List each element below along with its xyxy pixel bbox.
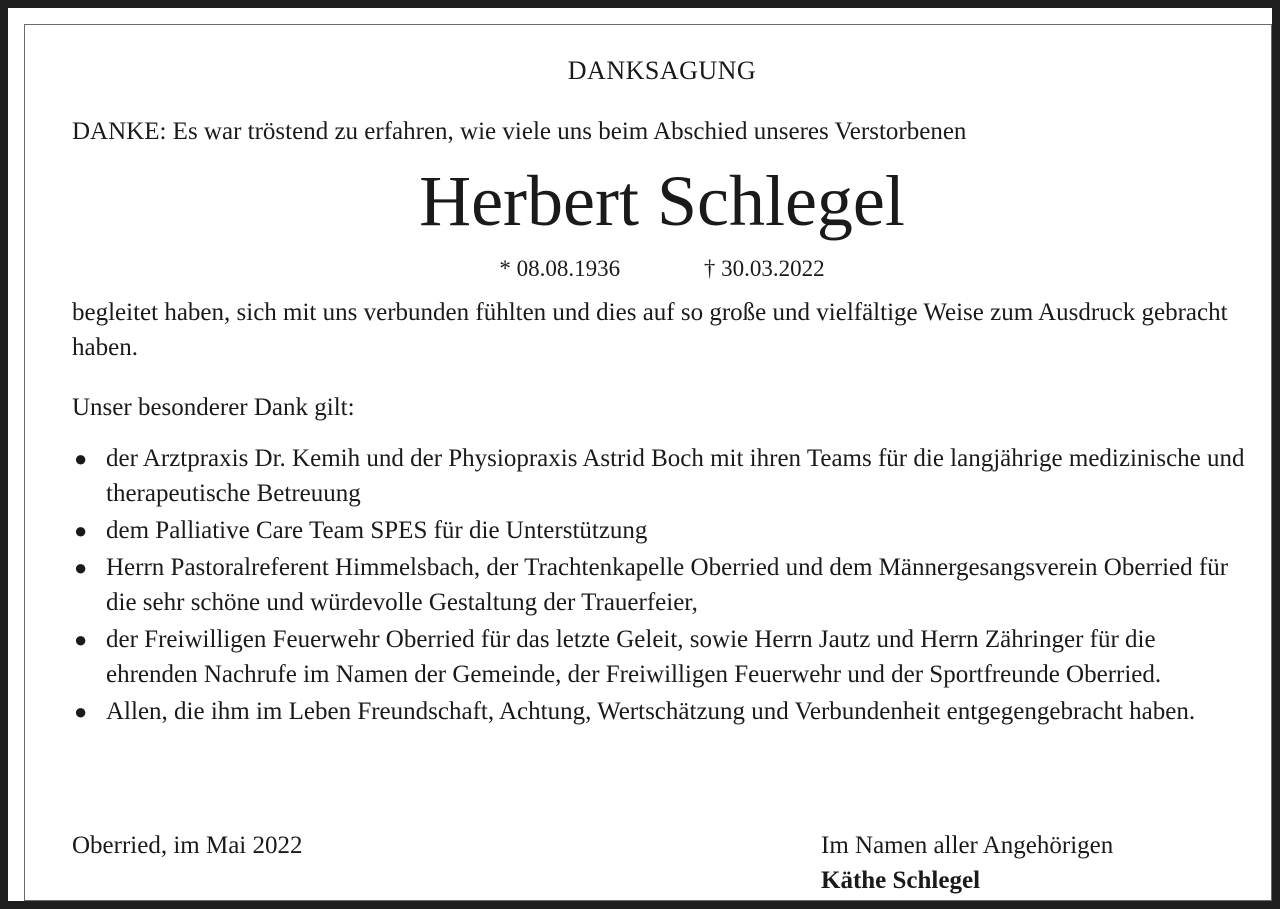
list-item: [72, 622, 1252, 692]
list-item: [72, 550, 1252, 620]
list-item: [72, 694, 1252, 729]
list-item-text: der Freiwilligen Feuerwehr Oberried für das letzte Geleit, sowie Herrn Jautz und Herrn Zähringer für die ehrenden Nachrufe im Namen der Gemeinde, der Freiwilligen Feuerwehr und der Sportfreunde Oberried.: [106, 626, 1162, 688]
list-item-text: Herrn Pastoralreferent Himmelsbach, der Trachtenkapelle Oberried und dem Männergesangsverein Oberried für die sehr schöne und würdevolle Gestaltung der Trauerfeier,: [106, 554, 1229, 616]
list-item-text: der Arztpraxis Dr. Kemih und der Physiopraxis Astrid Boch mit ihren Teams für die langjährige medizinische und therapeutische Betreuung: [106, 445, 1245, 507]
bullet-icon: ●: [74, 446, 88, 471]
notice-heading: DANKSAGUNG: [567, 56, 757, 85]
notice-inner-border: [24, 24, 1272, 901]
bullet-icon: ●: [74, 627, 88, 652]
place-date: Oberried, im Mai 2022: [72, 832, 303, 859]
bullet-icon: ●: [74, 555, 88, 580]
bullet-icon: ●: [74, 518, 88, 543]
list-item-text: Allen, die ihm im Leben Freundschaft, Achtung, Wertschätzung und Verbundenheit entgegengebracht haben.: [106, 698, 1196, 725]
list-item: [72, 513, 1252, 548]
deceased-name: Herbert Schlegel: [419, 161, 905, 241]
birth-date: * 08.08.1936: [499, 256, 621, 281]
signature-block: [821, 828, 1113, 898]
intro-text: DANKE: Es war tröstend zu erfahren, wie viele uns beim Abschied unseres Verstorbenen: [72, 118, 967, 145]
on-behalf-text: Im Namen aller Angehörigen: [821, 832, 1114, 859]
bullet-icon: ●: [74, 699, 88, 724]
thanks-list: [72, 441, 1252, 731]
thanks-paragraph: begleitet haben, sich mit uns verbunden fühlten und dies auf so große und vielfältige Weise zum Ausdruck gebracht haben.: [72, 299, 1228, 361]
thanks-intro: Unser besonderer Dank gilt:: [72, 394, 355, 421]
list-item: [72, 441, 1252, 511]
signer-name: Käthe Schlegel: [821, 867, 981, 894]
death-date: † 30.03.2022: [703, 256, 825, 281]
list-item-text: dem Palliative Care Team SPES für die Unterstützung: [106, 517, 648, 544]
life-dates: [72, 251, 1252, 286]
